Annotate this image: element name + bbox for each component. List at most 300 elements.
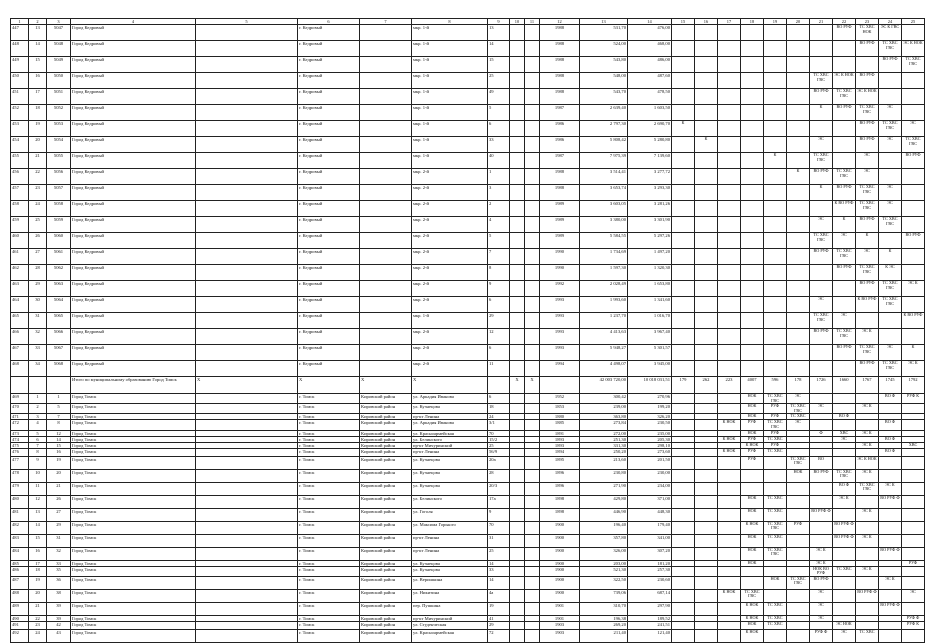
work-mark: ТС ХВС ГВС xyxy=(879,281,902,297)
work-mark: К НОК xyxy=(741,629,764,642)
cell xyxy=(525,456,540,469)
column-number: 24 xyxy=(879,19,902,25)
cell xyxy=(196,313,298,329)
city: г. Томск xyxy=(298,589,360,602)
house-id: 7 xyxy=(47,414,71,420)
cell xyxy=(525,602,540,615)
work-mark xyxy=(787,495,810,508)
work-mark xyxy=(718,456,741,469)
table-row xyxy=(11,482,925,495)
build-year: 1853 xyxy=(540,404,580,414)
living-area: 270,96 xyxy=(628,394,672,404)
work-mark xyxy=(833,576,856,589)
work-mark xyxy=(718,482,741,495)
cell xyxy=(196,621,298,629)
house-number: 18 xyxy=(488,404,510,414)
build-year: 1992 xyxy=(540,281,580,297)
municipality-name: Город Томск xyxy=(71,448,196,456)
work-mark xyxy=(672,185,695,201)
work-mark: ВО РУФ xyxy=(856,73,879,89)
street: мкр. 1-й xyxy=(412,105,488,121)
work-mark: ТС ХВС ГВС xyxy=(787,456,810,469)
cell xyxy=(525,153,540,169)
district: Кировский район xyxy=(360,534,412,547)
row-index: 22 xyxy=(29,615,47,621)
work-mark xyxy=(787,313,810,329)
living-area: 1 320,30 xyxy=(628,265,672,281)
total-area: 5 948,27 xyxy=(580,345,628,361)
cell xyxy=(510,233,525,249)
city: г. Кедровый xyxy=(298,297,360,313)
row-index: 9 xyxy=(29,456,47,469)
street: мкр. 1-й xyxy=(412,89,488,105)
work-mark xyxy=(718,185,741,201)
row-index: 8 xyxy=(29,448,47,456)
cell xyxy=(525,281,540,297)
row-number: 461 xyxy=(11,249,29,265)
work-mark: ВО РУФ Ф xyxy=(856,589,879,602)
district xyxy=(360,281,412,297)
house-id: 26 xyxy=(47,495,71,508)
house-number: 29 xyxy=(488,313,510,329)
work-mark: РУФ xyxy=(902,560,925,566)
work-mark: ТС ХВС НОК xyxy=(856,25,879,41)
work-mark xyxy=(764,361,787,377)
work-mark: ВО Ф xyxy=(833,482,856,495)
build-year: 1901 xyxy=(540,615,580,621)
work-mark xyxy=(672,249,695,265)
work-mark: ВО РУФ xyxy=(833,265,856,281)
work-mark xyxy=(787,41,810,57)
column-number: 4 xyxy=(71,19,196,25)
total-area: 3 603,05 xyxy=(580,201,628,217)
total-area: 1 237,70 xyxy=(580,313,628,329)
cell xyxy=(525,297,540,313)
municipality-name: Город Томск xyxy=(71,534,196,547)
work-mark: ХВС xyxy=(902,442,925,448)
work-mark xyxy=(879,169,902,185)
build-year: 1988 xyxy=(540,25,580,41)
total-area: 322,50 xyxy=(580,576,628,589)
house-id: 31 xyxy=(47,534,71,547)
work-mark: НОК xyxy=(741,404,764,414)
work-mark xyxy=(695,547,718,560)
work-mark xyxy=(672,41,695,57)
house-number: 9 xyxy=(488,281,510,297)
build-year: 1994 xyxy=(540,361,580,377)
table-row xyxy=(11,566,925,576)
work-mark: ТС ХВС ГВС xyxy=(787,404,810,414)
work-mark xyxy=(902,521,925,534)
house-id: 43 xyxy=(47,629,71,642)
work-mark xyxy=(741,576,764,589)
work-mark: РУФ xyxy=(764,430,787,436)
total-area: 310,70 xyxy=(580,602,628,615)
total-area: 521,30 xyxy=(580,566,628,576)
work-mark xyxy=(902,169,925,185)
district: Кировский район xyxy=(360,442,412,448)
cell xyxy=(196,233,298,249)
cell xyxy=(525,621,540,629)
work-mark xyxy=(718,621,741,629)
house-id: 12 xyxy=(47,430,71,436)
total-area-2: 10 018 031,51 xyxy=(628,377,672,394)
cell xyxy=(525,534,540,547)
work-mark xyxy=(764,169,787,185)
house-id: 38 xyxy=(47,589,71,602)
build-year: 1894 xyxy=(540,448,580,456)
work-mark xyxy=(718,394,741,404)
row-number: 482 xyxy=(11,521,29,534)
living-area: 230,60 xyxy=(628,576,672,589)
cell xyxy=(510,404,525,414)
house-id: 5060 xyxy=(47,233,71,249)
city: г. Томск xyxy=(298,482,360,495)
street: мкр. 1-й xyxy=(412,153,488,169)
cell xyxy=(525,217,540,233)
cell xyxy=(510,121,525,137)
work-mark: ЭС xyxy=(833,629,856,642)
table-row xyxy=(11,602,925,615)
district xyxy=(360,297,412,313)
work-mark xyxy=(718,153,741,169)
work-mark xyxy=(787,361,810,377)
work-mark xyxy=(741,345,764,361)
living-area: 235,00 xyxy=(628,430,672,436)
house-number: 70 xyxy=(488,521,510,534)
work-mark xyxy=(764,57,787,73)
work-mark: Ф xyxy=(810,430,833,436)
table-row xyxy=(11,589,925,602)
municipality-name: Город Кедровый xyxy=(71,121,196,137)
work-mark xyxy=(672,482,695,495)
work-mark: ТС ХВС xyxy=(764,508,787,521)
build-year: 1900 xyxy=(540,576,580,589)
house-number: 6 xyxy=(488,394,510,404)
work-mark xyxy=(718,629,741,642)
register-body xyxy=(11,19,925,643)
city: г. Кедровый xyxy=(298,345,360,361)
city: г. Томск xyxy=(298,404,360,414)
row-number: 460 xyxy=(11,233,29,249)
column-number: 14 xyxy=(628,19,672,25)
work-mark xyxy=(741,329,764,345)
living-area: 307,20 xyxy=(628,547,672,560)
table-row xyxy=(11,394,925,404)
work-mark xyxy=(810,201,833,217)
work-mark: ВО РУФ Ф xyxy=(879,547,902,560)
row-index: 17 xyxy=(29,89,47,105)
house-id: 8 xyxy=(47,420,71,430)
work-mark xyxy=(787,217,810,233)
living-area: 199,20 xyxy=(628,404,672,414)
city: г. Кедровый xyxy=(298,57,360,73)
city: г. Томск xyxy=(298,495,360,508)
work-mark: ЭС xyxy=(856,249,879,265)
cell xyxy=(525,25,540,41)
total-count: 223 xyxy=(718,377,741,394)
work-mark: ЭС xyxy=(810,615,833,621)
work-mark xyxy=(856,394,879,404)
work-mark xyxy=(718,89,741,105)
street: ул. Кузнецова xyxy=(412,566,488,576)
work-mark: ТС ХВС ГВС xyxy=(764,394,787,404)
living-area: 179,40 xyxy=(628,521,672,534)
work-mark xyxy=(695,534,718,547)
living-area: 5 297,26 xyxy=(628,233,672,249)
house-id: 36 xyxy=(47,576,71,589)
work-mark xyxy=(833,297,856,313)
municipality-name: Город Кедровый xyxy=(71,169,196,185)
row-number: 474 xyxy=(11,436,29,442)
work-mark: ЭС xyxy=(879,201,902,217)
city: г. Томск xyxy=(298,414,360,420)
municipality-name: Город Томск xyxy=(71,615,196,621)
municipality-name: Город Томск xyxy=(71,430,196,436)
cell xyxy=(196,41,298,57)
work-mark: ВО РУФ Ф xyxy=(879,602,902,615)
district: Кировский район xyxy=(360,589,412,602)
district xyxy=(360,105,412,121)
work-mark xyxy=(833,153,856,169)
house-number: 20/3 xyxy=(488,482,510,495)
build-year: 1986 xyxy=(540,121,580,137)
cell xyxy=(510,249,525,265)
house-id: 5063 xyxy=(47,281,71,297)
work-mark: ЭС К xyxy=(833,495,856,508)
column-number: 21 xyxy=(810,19,833,25)
work-mark: РУФ К xyxy=(902,394,925,404)
work-mark: ТС ХВС ГВС xyxy=(879,41,902,57)
work-mark: ВО РУФ xyxy=(856,361,879,377)
table-row xyxy=(11,448,925,456)
total-area: 524,00 xyxy=(580,41,628,57)
cell xyxy=(196,249,298,265)
column-number: 2 xyxy=(29,19,47,25)
row-index: 21 xyxy=(29,602,47,615)
cell xyxy=(196,394,298,404)
work-mark xyxy=(672,404,695,414)
row-index: 15 xyxy=(29,57,47,73)
cell xyxy=(47,377,71,394)
table-row xyxy=(11,185,925,201)
house-id: 5047 xyxy=(47,25,71,41)
living-area: 687,14 xyxy=(628,589,672,602)
work-mark xyxy=(902,404,925,414)
work-mark: ТС ХВС ГВС xyxy=(833,89,856,105)
city: г. Кедровый xyxy=(298,233,360,249)
column-number: 23 xyxy=(856,19,879,25)
cell xyxy=(525,521,540,534)
house-number: 70 xyxy=(488,430,510,436)
row-number: 447 xyxy=(11,25,29,41)
house-number: 6 xyxy=(488,345,510,361)
work-mark xyxy=(695,456,718,469)
work-mark: ВО Ф xyxy=(879,448,902,456)
work-mark xyxy=(741,233,764,249)
row-number: 473 xyxy=(11,430,29,436)
column-number: 19 xyxy=(764,19,787,25)
work-mark xyxy=(902,495,925,508)
work-mark: ЭС К xyxy=(879,482,902,495)
total-area: 429,80 xyxy=(580,495,628,508)
district: Кировский район xyxy=(360,482,412,495)
work-mark: ЭС xyxy=(810,217,833,233)
cell-x: X xyxy=(298,377,360,394)
street: ул. Красноармейская xyxy=(412,430,488,436)
total-area: 7 975,39 xyxy=(580,153,628,169)
row-index: 13 xyxy=(29,25,47,41)
district: Кировский район xyxy=(360,456,412,469)
house-number: 25 xyxy=(488,73,510,89)
work-mark xyxy=(833,404,856,414)
municipality-name: Город Томск xyxy=(71,456,196,469)
cell xyxy=(525,41,540,57)
total-row xyxy=(11,377,925,394)
cell xyxy=(196,137,298,153)
work-mark xyxy=(764,249,787,265)
work-mark xyxy=(787,249,810,265)
cell xyxy=(525,404,540,414)
cell-x: X xyxy=(525,377,540,394)
work-mark xyxy=(902,89,925,105)
row-number: 469 xyxy=(11,394,29,404)
house-id: 5065 xyxy=(47,313,71,329)
work-mark xyxy=(833,137,856,153)
cell xyxy=(525,629,540,642)
work-mark xyxy=(764,73,787,89)
work-mark xyxy=(695,201,718,217)
house-number: 31 xyxy=(488,534,510,547)
cell xyxy=(196,547,298,560)
street: ул. Красноармейская xyxy=(412,629,488,642)
house-id: 5055 xyxy=(47,153,71,169)
row-number: 483 xyxy=(11,534,29,547)
cell xyxy=(510,137,525,153)
row-index: 13 xyxy=(29,508,47,521)
work-mark xyxy=(718,217,741,233)
district xyxy=(360,41,412,57)
work-mark: РУФ Ф xyxy=(902,615,925,621)
total-area: 203,00 xyxy=(580,560,628,566)
build-year: 1988 xyxy=(540,41,580,57)
work-mark: НОК xyxy=(741,621,764,629)
cell xyxy=(525,589,540,602)
house-number: 15 xyxy=(488,57,510,73)
row-index: 4 xyxy=(29,420,47,430)
work-mark xyxy=(672,201,695,217)
work-mark: ТС ХВС ГВС xyxy=(856,345,879,361)
row-number: 480 xyxy=(11,495,29,508)
work-mark xyxy=(672,329,695,345)
work-mark xyxy=(672,233,695,249)
work-mark xyxy=(902,448,925,456)
house-id: 5049 xyxy=(47,57,71,73)
work-mark: ЭС К xyxy=(810,560,833,566)
cell xyxy=(196,121,298,137)
build-year: 1880 xyxy=(540,414,580,420)
work-mark xyxy=(672,361,695,377)
house-number: 29 xyxy=(488,621,510,629)
cell xyxy=(510,621,525,629)
municipality-name: Город Кедровый xyxy=(71,329,196,345)
district: Кировский район xyxy=(360,615,412,621)
row-index: 19 xyxy=(29,121,47,137)
work-mark xyxy=(787,121,810,137)
work-mark xyxy=(856,57,879,73)
district: Кировский район xyxy=(360,430,412,436)
work-mark xyxy=(810,482,833,495)
municipality-name: Город Кедровый xyxy=(71,41,196,57)
cell xyxy=(540,377,580,394)
total-area: 3 514,41 xyxy=(580,169,628,185)
work-mark xyxy=(741,185,764,201)
work-mark xyxy=(856,420,879,430)
work-mark: НОК xyxy=(741,508,764,521)
work-mark xyxy=(764,345,787,361)
work-mark xyxy=(879,621,902,629)
table-row xyxy=(11,233,925,249)
cell xyxy=(525,265,540,281)
work-mark: ТС ХВС xyxy=(764,534,787,547)
total-area: 326,00 xyxy=(580,547,628,560)
cell xyxy=(510,547,525,560)
row-index: 1 xyxy=(29,394,47,404)
cell xyxy=(510,576,525,589)
work-mark: К xyxy=(787,169,810,185)
work-mark xyxy=(856,495,879,508)
work-mark: ЭС xyxy=(902,589,925,602)
district: Кировский район xyxy=(360,448,412,456)
work-mark: ЭС К xyxy=(856,566,879,576)
work-mark: ТС ХВС xyxy=(764,448,787,456)
street: мкр. 2-й xyxy=(412,361,488,377)
cell xyxy=(11,377,29,394)
work-mark: К НОК xyxy=(741,521,764,534)
work-mark xyxy=(718,521,741,534)
district: Кировский район xyxy=(360,508,412,521)
cell xyxy=(196,469,298,482)
city: г. Кедровый xyxy=(298,249,360,265)
work-mark xyxy=(902,73,925,89)
work-mark: НОК xyxy=(741,414,764,420)
build-year: 1891 xyxy=(540,430,580,436)
row-number: 452 xyxy=(11,105,29,121)
work-mark: ТС ХВС ГВС xyxy=(902,137,925,153)
row-index: 33 xyxy=(29,345,47,361)
work-mark xyxy=(695,265,718,281)
work-mark: ТС ХВС ГВС xyxy=(833,469,856,482)
municipality-name: Город Томск xyxy=(71,495,196,508)
cell xyxy=(525,508,540,521)
work-mark xyxy=(787,482,810,495)
total-area: 363,80 xyxy=(580,414,628,420)
cell xyxy=(196,297,298,313)
table-row xyxy=(11,153,925,169)
municipality-name: Город Томск xyxy=(71,621,196,629)
row-index: 5 xyxy=(29,430,47,436)
work-mark xyxy=(672,521,695,534)
house-number: 4а xyxy=(488,589,510,602)
work-mark: ВО Ф xyxy=(833,414,856,420)
cell xyxy=(525,121,540,137)
city: г. Кедровый xyxy=(298,265,360,281)
total-area: 213,60 xyxy=(580,456,628,469)
district xyxy=(360,313,412,329)
work-mark xyxy=(833,456,856,469)
city: г. Томск xyxy=(298,576,360,589)
work-mark xyxy=(902,185,925,201)
